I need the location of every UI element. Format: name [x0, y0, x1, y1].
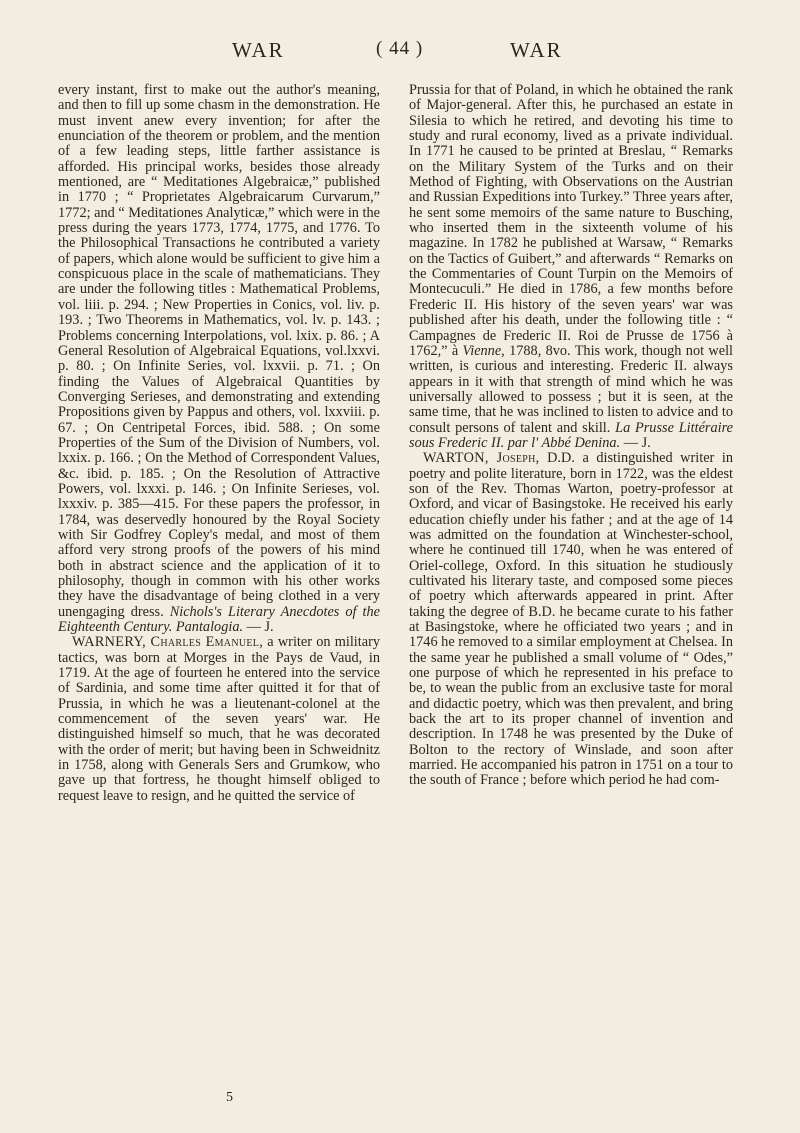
paragraph-text: every instant, first to make out the author's meaning, and then to fill up some chasm in the demonstration. He must invent anew every invention; for after the enunciation of the theorem or problem, and the mention of a few leading steps, little farther assistance is afforded. His principal works, besides those already mentioned, are “ Meditationes Algebraicæ,” published in 1770 ; “ Proprietates Algebraicarum Curvarum,” 1772; and “ Meditationes Analyticæ,” which were in the press during the years 1773, 1774, 1775, and 1776. To the Philosophical Transactions he contributed a variety of papers, which alone would be sufficient to give him a conspicuous place in the scale of mathematicians. They are under the following titles : Mathematical Problems, vol. liii. p. 294. ; New Properties in Conics, vol. liv. p. 193. ; Two Theorems in Mathematics, vol. lv. p. 143. ; Problems concerning Interpolations, vol. lxix. p. 86. ; A General Resolution of Algebraical Equations, vol.lxxvi. p. 80. ; On Infinite Series, vol. lxxvii. p. 71. ; On finding the Values of Algebraical Quantities by Converging Serieses, and demonstrating and extending Propositions given by Pappus and others, vol. lxxviii. p. 67. ; On Centripetal Forces, ibid. 588. ; On some Properties of the Sum of the Division of Numbers, vol. lxxix. p. 166. ; On the Method of Correspondent Values, &c. ibid. p. 185. ; On the Resolution of Attractive Powers, vol. lxxxi. p. 146. ; On Infinite Serieses, vol. lxxxiv. p. 385—415. For these papers the professor, in 1784, was deservedly honoured by the Royal Society with Sir Godfrey Copley's medal, and most of them afford very strong proofs of the powers of his mind both in abstract science and the application of it to philosophy, though in common with his other works they have the disadvantage of being clothed in a very unengaging dress. [58, 82, 380, 620]
page-number: ( 44 ) [376, 38, 424, 59]
running-header [0, 38, 800, 68]
warnery-entry [58, 635, 380, 804]
right-column [409, 83, 733, 789]
author-initial: — J. [623, 434, 651, 451]
warton-entry [409, 451, 733, 789]
paragraph-text: 1788, 8vo. This work, though not well written, is curious and interesting. Frederic II. always appears in it with that strength of mind which he was universally allowed to possess ; but it is seen, at the same time, that he was inclined to listen to advice and to consult persons of talent and skill. [409, 342, 734, 436]
italic-place: Vienne, [462, 342, 505, 359]
header-right-word: WAR [510, 38, 563, 62]
author-initial: — J. [246, 619, 274, 636]
waring-entry-continued [58, 83, 380, 635]
paragraph-text: Prussia for that of Poland, in which he obtained the rank of Major-general. After this, he purchased an estate in Silesia to which he retired, and devoting his time to study and rural economy, lived as a private individual. In 1771 he caused to be printed at Breslau, “ Remarks on the Military System of the Turks and on their Method of Fighting, with Observations on the Austrian and Russian Expeditions into Turkey.” Three years after, he sent some memoirs of the same nature to Busching, who inserted them in the sixteenth volume of his magazine. In 1782 he published at Warsaw, “ Remarks on the Tactics of Guibert,” and afterwards “ Remarks on the Commentaries of Count Turpin on the Memoirs of Montecuculi.” He died in 1786, a few months before Frederic II. His history of the seven years' war was published after his death, under the following title : “ Campagnes de Frederic II. Roi de Prusse de 1756 à 1762,” à [409, 82, 733, 359]
paragraph-text: a writer on military tactics, was born at Morges in the Pays de Vaud, in 1719. At the age of fourteen he entered into the service of Sardinia, and some time after quitted it for that of Prussia, in which he was a lieutenant-colonel at the commencement of the seven years' war. He distinguished himself so much, that he was decorated with the order of merit; but having been in Schweidnitz in 1758, along with Generals Sers and Grumkow, who gave up that fortress, he thought himself obliged to request leave to resign, and he quitted the service of [58, 634, 380, 804]
citation: La Prusse Littéraire sous Frederic II. par l' Abbé Denina. [409, 419, 733, 451]
entry-headword: WARNERY, Charles Emanuel, [72, 634, 264, 651]
header-left-word: WAR [232, 38, 285, 62]
citation: Nichols's Literary Anecdotes of the Eighteenth Century. Pantalogia. [58, 603, 380, 636]
left-column [58, 83, 380, 804]
paragraph-text: D.D. a distinguished writer in poetry and polite literature, born in 1722, was the eldest son of the Rev. Thomas Warton, poetry-professor at Oxford, and vicar of Basingstoke. He received his early education chiefly under his father ; and at the age of 14 was admitted on the foundation at Winchester-school, where he continued till 1740, when he was entered of Oriel-college, Oxford. In this situation he studiously cultivated his literary taste, and composed some pieces of poetry which afterwards appeared in print. After taking the degree of B.D. he became curate to his father at Basingstoke, where he officiated two years ; and in 1746 he removed to a similar employment at Chelsea. In the same year he published a small volume of “ Odes,” one purpose of which he represented in his preface to be, to wean the public from an exclusive taste for moral and didactic poetry, which was then prevalent, and bring back the art to its proper channel of invention and description. In 1748 he was presented by the Duke of Bolton to the rectory of Winslade, and soon after married. He accompanied his patron in 1751 on a tour to the south of France ; before which period he had com- [409, 450, 734, 789]
signature-mark: 5 [226, 1090, 233, 1105]
warnery-entry-continued [409, 83, 733, 451]
entry-headword: WARTON, Joseph, [423, 450, 540, 467]
